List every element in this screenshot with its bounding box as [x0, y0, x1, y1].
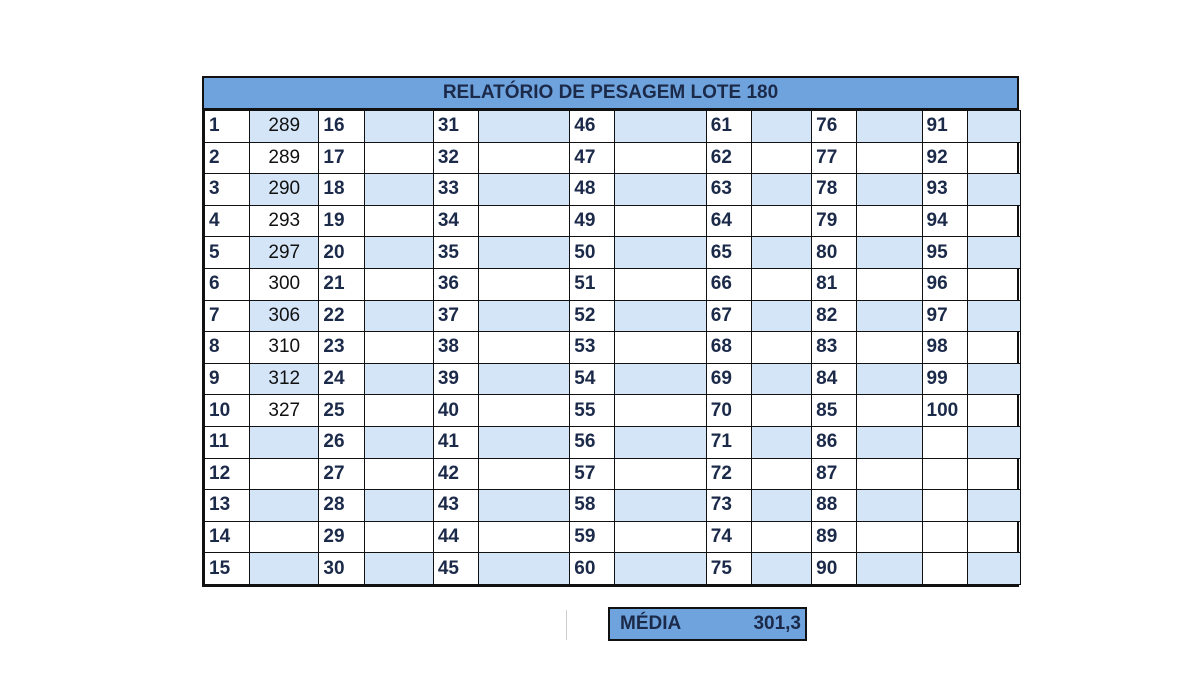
weight-value-cell: [967, 237, 1020, 269]
weight-value-cell: [615, 458, 706, 490]
animal-number-cell: 60: [570, 553, 615, 585]
animal-number-cell: 84: [812, 363, 857, 395]
animal-number-cell: 83: [812, 332, 857, 364]
weight-value-cell: [967, 426, 1020, 458]
weight-value-cell: [478, 363, 569, 395]
weight-value-cell: [478, 426, 569, 458]
weight-value-cell: [751, 490, 811, 522]
weight-value-cell: [967, 553, 1020, 585]
weight-value-cell: [478, 268, 569, 300]
weight-value-cell: [615, 332, 706, 364]
weight-value-cell: [751, 553, 811, 585]
weight-value-cell: [478, 490, 569, 522]
weight-value-cell: [967, 458, 1020, 490]
animal-number-cell: 67: [706, 300, 751, 332]
weight-value-cell: [751, 458, 811, 490]
animal-number-cell: 56: [570, 426, 615, 458]
weight-value-cell: 300: [250, 268, 319, 300]
animal-number-cell: 90: [812, 553, 857, 585]
animal-number-cell: 24: [319, 363, 364, 395]
weight-value-cell: [967, 205, 1020, 237]
animal-number-cell: 11: [205, 426, 250, 458]
weight-value-cell: [751, 363, 811, 395]
weight-value-cell: [857, 142, 922, 174]
animal-number-cell: 73: [706, 490, 751, 522]
animal-number-cell: 28: [319, 490, 364, 522]
weight-value-cell: [857, 458, 922, 490]
weight-value-cell: [478, 111, 569, 143]
animal-number-cell: 18: [319, 174, 364, 206]
animal-number-cell: 2: [205, 142, 250, 174]
animal-number-cell: 87: [812, 458, 857, 490]
weight-value-cell: [364, 553, 433, 585]
weight-value-cell: [364, 521, 433, 553]
animal-number-cell: [922, 521, 967, 553]
weight-value-cell: [857, 490, 922, 522]
animal-number-cell: 30: [319, 553, 364, 585]
weight-value-cell: [857, 363, 922, 395]
weight-value-cell: [967, 142, 1020, 174]
table-row: [205, 426, 1021, 458]
weight-value-cell: [615, 363, 706, 395]
weight-value-cell: [751, 174, 811, 206]
animal-number-cell: 37: [433, 300, 478, 332]
animal-number-cell: 71: [706, 426, 751, 458]
animal-number-cell: 86: [812, 426, 857, 458]
animal-number-cell: 38: [433, 332, 478, 364]
animal-number-cell: 100: [922, 395, 967, 427]
animal-number-cell: 43: [433, 490, 478, 522]
table-row: [205, 490, 1021, 522]
weight-value-cell: [364, 237, 433, 269]
weight-value-cell: [615, 521, 706, 553]
animal-number-cell: [922, 426, 967, 458]
weighing-grid-wrap: [202, 110, 1019, 587]
weight-value-cell: [615, 426, 706, 458]
animal-number-cell: 15: [205, 553, 250, 585]
animal-number-cell: 76: [812, 111, 857, 143]
animal-number-cell: 61: [706, 111, 751, 143]
table-row: [205, 553, 1021, 585]
animal-number-cell: 39: [433, 363, 478, 395]
animal-number-cell: 55: [570, 395, 615, 427]
weight-value-cell: [615, 300, 706, 332]
animal-number-cell: 75: [706, 553, 751, 585]
animal-number-cell: 21: [319, 268, 364, 300]
animal-number-cell: 19: [319, 205, 364, 237]
weight-value-cell: [857, 332, 922, 364]
weight-value-cell: [857, 237, 922, 269]
animal-number-cell: 96: [922, 268, 967, 300]
weight-value-cell: [364, 332, 433, 364]
weight-value-cell: [857, 111, 922, 143]
animal-number-cell: 58: [570, 490, 615, 522]
animal-number-cell: 7: [205, 300, 250, 332]
animal-number-cell: 82: [812, 300, 857, 332]
animal-number-cell: 66: [706, 268, 751, 300]
table-row: [205, 521, 1021, 553]
animal-number-cell: 54: [570, 363, 615, 395]
weight-value-cell: [967, 521, 1020, 553]
animal-number-cell: 27: [319, 458, 364, 490]
weight-value-cell: [615, 268, 706, 300]
weight-value-cell: [967, 111, 1020, 143]
animal-number-cell: 9: [205, 363, 250, 395]
animal-number-cell: 53: [570, 332, 615, 364]
table-row: [205, 268, 1021, 300]
animal-number-cell: 70: [706, 395, 751, 427]
weight-value-cell: [751, 111, 811, 143]
table-row: [205, 458, 1021, 490]
table-row: [205, 111, 1021, 143]
table-row: [205, 205, 1021, 237]
animal-number-cell: 94: [922, 205, 967, 237]
weight-value-cell: [478, 521, 569, 553]
weight-value-cell: [857, 426, 922, 458]
animal-number-cell: 89: [812, 521, 857, 553]
animal-number-cell: 63: [706, 174, 751, 206]
animal-number-cell: 62: [706, 142, 751, 174]
weight-value-cell: [857, 268, 922, 300]
weight-value-cell: [250, 458, 319, 490]
weight-value-cell: [967, 490, 1020, 522]
weight-value-cell: [857, 553, 922, 585]
weight-value-cell: [364, 142, 433, 174]
weight-value-cell: [751, 426, 811, 458]
weight-value-cell: [857, 300, 922, 332]
animal-number-cell: 69: [706, 363, 751, 395]
animal-number-cell: 77: [812, 142, 857, 174]
weight-value-cell: [250, 553, 319, 585]
weight-value-cell: [478, 205, 569, 237]
weight-value-cell: [364, 458, 433, 490]
weight-value-cell: [478, 395, 569, 427]
animal-number-cell: 25: [319, 395, 364, 427]
weight-value-cell: [857, 205, 922, 237]
weight-value-cell: [751, 237, 811, 269]
weight-value-cell: [478, 237, 569, 269]
animal-number-cell: 40: [433, 395, 478, 427]
table-row: [205, 142, 1021, 174]
animal-number-cell: 20: [319, 237, 364, 269]
animal-number-cell: 22: [319, 300, 364, 332]
weight-value-cell: [615, 174, 706, 206]
average-value: 301,3: [753, 613, 801, 634]
weight-value-cell: [615, 553, 706, 585]
animal-number-cell: 48: [570, 174, 615, 206]
weight-value-cell: [364, 300, 433, 332]
weight-value-cell: [751, 332, 811, 364]
weight-value-cell: 289: [250, 111, 319, 143]
weight-value-cell: [615, 237, 706, 269]
weight-value-cell: [615, 142, 706, 174]
weight-value-cell: [478, 300, 569, 332]
table-row: [205, 363, 1021, 395]
animal-number-cell: 41: [433, 426, 478, 458]
animal-number-cell: 50: [570, 237, 615, 269]
animal-number-cell: 91: [922, 111, 967, 143]
animal-number-cell: 51: [570, 268, 615, 300]
animal-number-cell: 74: [706, 521, 751, 553]
average-box: [608, 607, 807, 641]
animal-number-cell: 88: [812, 490, 857, 522]
animal-number-cell: 44: [433, 521, 478, 553]
weight-value-cell: 306: [250, 300, 319, 332]
weight-value-cell: [478, 332, 569, 364]
animal-number-cell: 99: [922, 363, 967, 395]
weight-value-cell: [478, 458, 569, 490]
animal-number-cell: 10: [205, 395, 250, 427]
animal-number-cell: 52: [570, 300, 615, 332]
animal-number-cell: 95: [922, 237, 967, 269]
weight-value-cell: [478, 553, 569, 585]
weight-value-cell: [857, 395, 922, 427]
animal-number-cell: 49: [570, 205, 615, 237]
weight-value-cell: [751, 142, 811, 174]
table-row: [205, 332, 1021, 364]
animal-number-cell: 93: [922, 174, 967, 206]
animal-number-cell: 64: [706, 205, 751, 237]
weight-value-cell: [751, 268, 811, 300]
weight-value-cell: [615, 111, 706, 143]
animal-number-cell: [922, 458, 967, 490]
weighing-table: [204, 110, 1021, 585]
animal-number-cell: 57: [570, 458, 615, 490]
animal-number-cell: 59: [570, 521, 615, 553]
weight-value-cell: [250, 426, 319, 458]
weight-value-cell: [364, 111, 433, 143]
animal-number-cell: 65: [706, 237, 751, 269]
weight-value-cell: [364, 174, 433, 206]
weight-value-cell: [857, 521, 922, 553]
weight-value-cell: [615, 490, 706, 522]
animal-number-cell: 12: [205, 458, 250, 490]
animal-number-cell: 46: [570, 111, 615, 143]
animal-number-cell: 26: [319, 426, 364, 458]
animal-number-cell: 47: [570, 142, 615, 174]
weight-value-cell: [250, 521, 319, 553]
animal-number-cell: 33: [433, 174, 478, 206]
weight-value-cell: [967, 268, 1020, 300]
animal-number-cell: 4: [205, 205, 250, 237]
animal-number-cell: 79: [812, 205, 857, 237]
weight-value-cell: [751, 205, 811, 237]
weight-value-cell: [364, 268, 433, 300]
weighing-table-body: [205, 111, 1021, 585]
weight-value-cell: [967, 395, 1020, 427]
weight-value-cell: [751, 395, 811, 427]
animal-number-cell: 29: [319, 521, 364, 553]
table-row: [205, 174, 1021, 206]
animal-number-cell: 78: [812, 174, 857, 206]
animal-number-cell: 31: [433, 111, 478, 143]
weight-value-cell: 290: [250, 174, 319, 206]
weight-value-cell: [615, 205, 706, 237]
animal-number-cell: 81: [812, 268, 857, 300]
animal-number-cell: 42: [433, 458, 478, 490]
animal-number-cell: 23: [319, 332, 364, 364]
animal-number-cell: 80: [812, 237, 857, 269]
table-row: [205, 300, 1021, 332]
animal-number-cell: 5: [205, 237, 250, 269]
table-row: [205, 395, 1021, 427]
weight-value-cell: 312: [250, 363, 319, 395]
weight-value-cell: [250, 490, 319, 522]
animal-number-cell: 1: [205, 111, 250, 143]
weight-value-cell: [478, 142, 569, 174]
animal-number-cell: 6: [205, 268, 250, 300]
animal-number-cell: 36: [433, 268, 478, 300]
animal-number-cell: 16: [319, 111, 364, 143]
weight-value-cell: [967, 363, 1020, 395]
animal-number-cell: 97: [922, 300, 967, 332]
animal-number-cell: [922, 553, 967, 585]
animal-number-cell: 92: [922, 142, 967, 174]
average-label: MÉDIA: [620, 613, 682, 634]
weight-value-cell: [857, 174, 922, 206]
animal-number-cell: 85: [812, 395, 857, 427]
weight-value-cell: [364, 490, 433, 522]
weight-value-cell: [478, 174, 569, 206]
animal-number-cell: 45: [433, 553, 478, 585]
weight-value-cell: 310: [250, 332, 319, 364]
animal-number-cell: 98: [922, 332, 967, 364]
animal-number-cell: 34: [433, 205, 478, 237]
weight-value-cell: 289: [250, 142, 319, 174]
weight-value-cell: 327: [250, 395, 319, 427]
weight-value-cell: 293: [250, 205, 319, 237]
weighing-report: [202, 76, 1019, 587]
weight-value-cell: [364, 426, 433, 458]
weight-value-cell: [751, 521, 811, 553]
animal-number-cell: 68: [706, 332, 751, 364]
animal-number-cell: 32: [433, 142, 478, 174]
weight-value-cell: [967, 300, 1020, 332]
weight-value-cell: [364, 395, 433, 427]
weight-value-cell: [615, 395, 706, 427]
weight-value-cell: [751, 300, 811, 332]
weight-value-cell: 297: [250, 237, 319, 269]
weight-value-cell: [967, 332, 1020, 364]
animal-number-cell: [922, 490, 967, 522]
animal-number-cell: 72: [706, 458, 751, 490]
animal-number-cell: 17: [319, 142, 364, 174]
animal-number-cell: 3: [205, 174, 250, 206]
weight-value-cell: [967, 174, 1020, 206]
animal-number-cell: 14: [205, 521, 250, 553]
divider-line: [566, 610, 567, 640]
animal-number-cell: 13: [205, 490, 250, 522]
report-title: RELATÓRIO DE PESAGEM LOTE 180: [202, 76, 1019, 110]
animal-number-cell: 35: [433, 237, 478, 269]
weight-value-cell: [364, 363, 433, 395]
animal-number-cell: 8: [205, 332, 250, 364]
table-row: [205, 237, 1021, 269]
weight-value-cell: [364, 205, 433, 237]
